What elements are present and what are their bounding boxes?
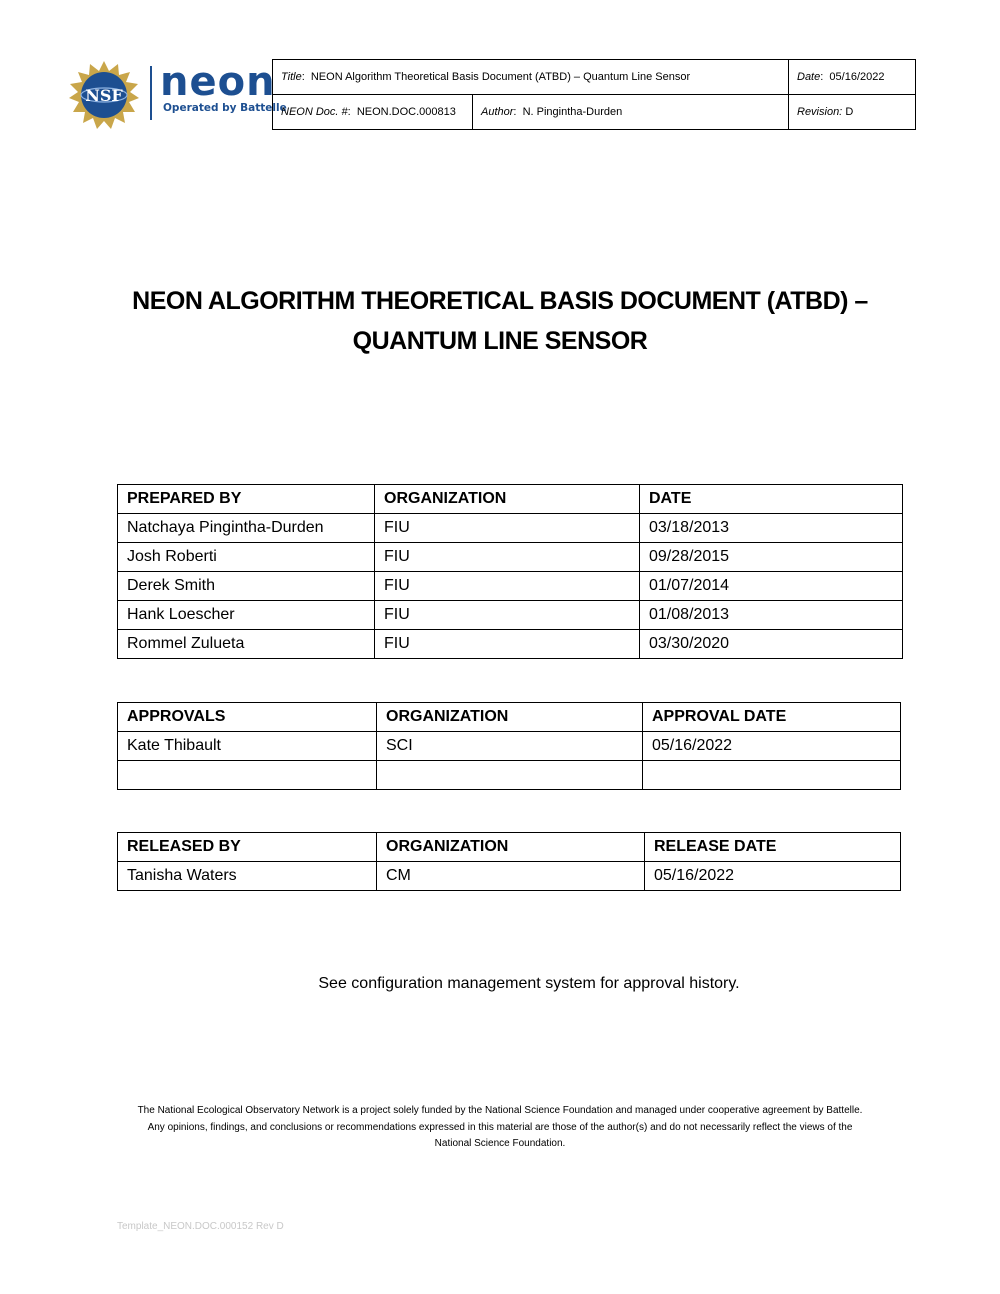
battelle-tagline: Operated by Battelle: [163, 102, 287, 114]
column-header: ORGANIZATION: [377, 703, 643, 732]
table-row: [118, 732, 901, 761]
organization: FIU: [375, 543, 640, 572]
table-row: [118, 761, 901, 790]
preparer-name: Derek Smith: [118, 572, 375, 601]
preparer-name: Rommel Zulueta: [118, 630, 375, 659]
column-header: ORGANIZATION: [377, 833, 645, 862]
released-by-table: [117, 832, 901, 891]
neon-wordmark: neon: [160, 59, 276, 105]
column-header: ORGANIZATION: [375, 485, 640, 514]
table-row: [118, 630, 903, 659]
approval-date: 05/16/2022: [643, 732, 901, 761]
organization: FIU: [375, 601, 640, 630]
document-title: [60, 281, 940, 361]
header-author-cell: Author: N. Pingintha-Durden: [473, 95, 789, 130]
table-header-row: [118, 833, 901, 862]
header-title-cell: Title: NEON Algorithm Theoretical Basis Document (ATBD) – Quantum Line Sensor: [273, 60, 789, 95]
document-header-table: [272, 59, 916, 130]
table-row: [118, 514, 903, 543]
nsf-seal-logo: [68, 60, 140, 130]
header-date-cell: Date: 05/16/2022: [789, 60, 916, 95]
disclaimer-line-1: The National Ecological Observatory Network is a project solely funded by the National Science Foundation and managed under cooperative agreement by Battelle.: [137, 1105, 863, 1116]
organization: FIU: [375, 572, 640, 601]
table-row: [118, 572, 903, 601]
header-doc-number-cell: NEON Doc. #: NEON.DOC.000813: [273, 95, 473, 130]
date: 01/08/2013: [640, 601, 903, 630]
organization: FIU: [375, 630, 640, 659]
template-identifier: Template_NEON.DOC.000152 Rev D: [117, 1221, 284, 1232]
logo-divider: [150, 66, 152, 120]
table-row: [118, 601, 903, 630]
approver-name: Kate Thibault: [118, 732, 377, 761]
prepared-by-table: [117, 484, 903, 659]
neon-logo: [68, 58, 287, 130]
date: 09/28/2015: [640, 543, 903, 572]
organization: CM: [377, 862, 645, 891]
funding-disclaimer: [100, 1103, 900, 1153]
table-row: [118, 543, 903, 572]
approver-name: [118, 761, 377, 790]
releaser-name: Tanisha Waters: [118, 862, 377, 891]
document-title-line-1: NEON ALGORITHM THEORETICAL BASIS DOCUMENT (ATBD) –: [132, 287, 868, 315]
date: 01/07/2014: [640, 572, 903, 601]
approval-history-note: See configuration management system for approval history.: [318, 975, 740, 992]
header-revision-cell: Revision: D: [789, 95, 916, 130]
preparer-name: Josh Roberti: [118, 543, 375, 572]
release-date: 05/16/2022: [645, 862, 901, 891]
nsf-seal-text: NSF: [85, 86, 123, 105]
disclaimer-line-2: Any opinions, findings, and conclusions or recommendations expressed in this material are those of the author(s) and do not necessarily reflect the views of the: [147, 1121, 853, 1133]
approvals-table: [117, 702, 901, 790]
column-header: APPROVAL DATE: [643, 703, 901, 732]
date: 03/30/2020: [640, 630, 903, 659]
document-title-line-2: QUANTUM LINE SENSOR: [352, 327, 648, 355]
column-header: DATE: [640, 485, 903, 514]
preparer-name: Natchaya Pingintha-Durden: [118, 514, 375, 543]
table-row: [118, 862, 901, 891]
column-header: APPROVALS: [118, 703, 377, 732]
organization: [377, 761, 643, 790]
organization: FIU: [375, 514, 640, 543]
approval-date: [643, 761, 901, 790]
column-header: PREPARED BY: [118, 485, 375, 514]
table-header-row: [118, 485, 903, 514]
date: 03/18/2013: [640, 514, 903, 543]
disclaimer-line-3: National Science Foundation.: [434, 1138, 566, 1149]
column-header: RELEASE DATE: [645, 833, 901, 862]
column-header: RELEASED BY: [118, 833, 377, 862]
organization: SCI: [377, 732, 643, 761]
preparer-name: Hank Loescher: [118, 601, 375, 630]
table-header-row: [118, 703, 901, 732]
